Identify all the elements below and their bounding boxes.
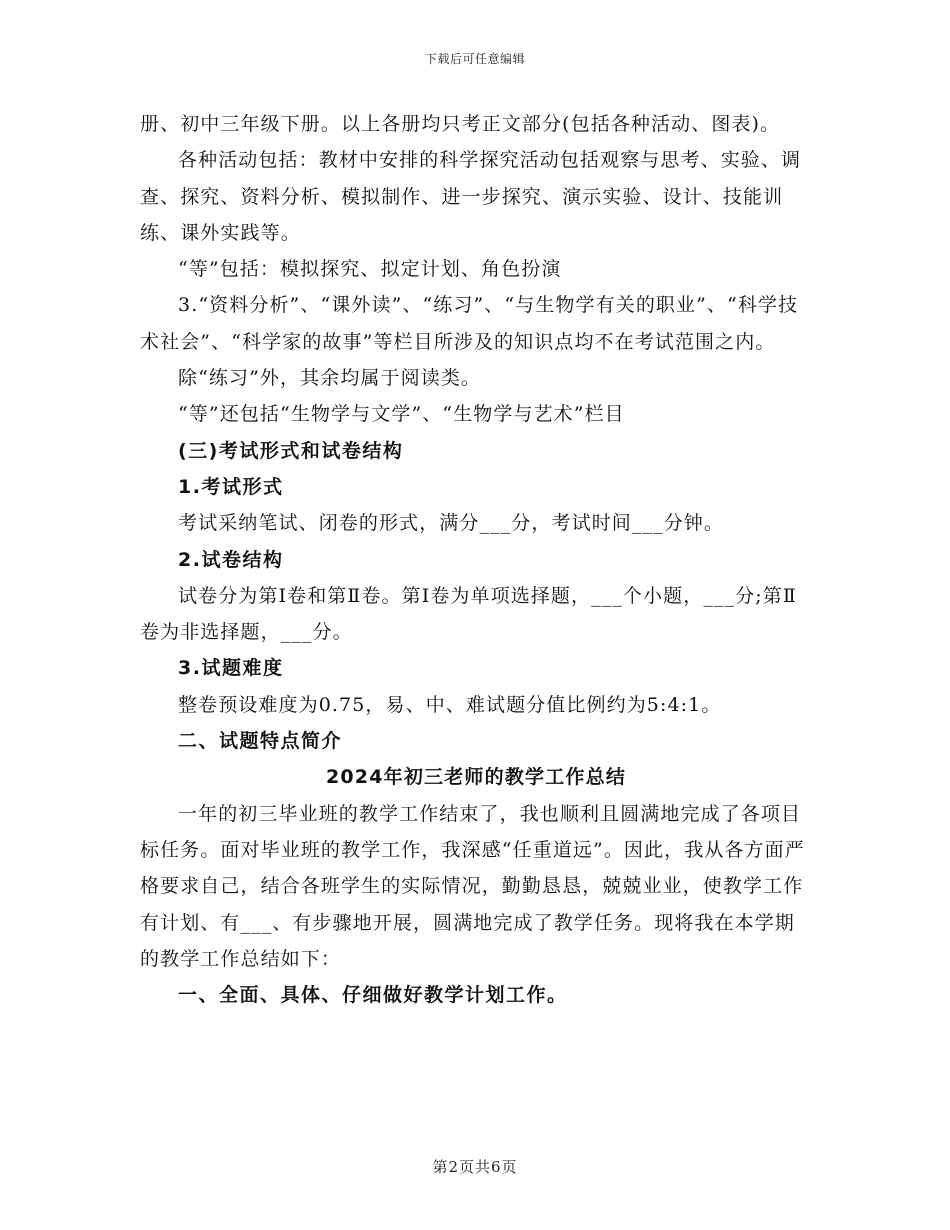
paragraph-exclusions: 3.“资料分析”、“课外读”、“练习”、“与生物学有关的职业”、“科学技术社会”、“科学家的故事”等栏目所涉及的知识点均不在考试范围之内。 [140,294,799,353]
subheading-exam-form: 1.考试形式 [178,475,284,498]
section-heading-plan: 一、全面、具体、仔细做好教学计划工作。 [178,984,568,1007]
paragraph-reading-type: 除“练习”外，其余均属于阅读类。 [178,367,482,390]
paragraph-etc-includes: “等”包括：模拟探究、拟定计划、角色扮演 [178,258,562,281]
page-header-note: 下载后可任意编辑 [424,52,525,66]
paragraph-etc-also: “等”还包括“生物学与文学”、“生物学与艺术”栏目 [178,403,625,426]
section-heading-exam-format: (三)考试形式和试卷结构 [178,439,404,462]
subheading-paper-structure: 2.试卷结构 [178,548,284,571]
paragraph-summary-intro: 一年的初三毕业班的教学工作结束了，我也顺利且圆满地完成了各项目标任务。面对毕业班的教学工作，我深感“任重道远”。因此，我从各方面严格要求自己，结合各班学生的实际情况，勤勤恳恳，兢兢业业，使教学工作有计划、有___、有步骤地开展，圆满地完成了教学任务。现将我在本学期的教学工作总结如下： [140,802,805,970]
section-heading-features: 二、试题特点简介 [178,730,343,753]
paragraph-exam-form: 考试采纳笔试、闭卷的形式，满分___分，考试时间___分钟。 [178,512,725,535]
paragraph-paper-structure: 试卷分为第Ⅰ卷和第Ⅱ卷。第Ⅰ卷为单项选择题，___个小题，___分;第Ⅱ卷为非选择题，___分。 [140,584,797,644]
paragraph-difficulty: 整卷预设难度为0.75，易、中、难试题分值比例约为5:4:1。 [178,693,722,716]
document-body [140,106,812,1013]
document-title: 2024年初三老师的教学工作总结 [325,766,627,789]
paragraph-1: 册、初中三年级下册。以上各册均只考正文部分(包括各种活动、图表)。 [140,113,781,135]
subheading-difficulty: 3.试题难度 [178,657,284,680]
page-number: 第2页共6页 [432,1158,518,1176]
paragraph-activities: 各种活动包括：教材中安排的科学探究活动包括观察与思考、实验、调查、探究、资料分析、模拟制作、进一步探究、演示实验、设计、技能训练、课外实践等。 [140,149,802,244]
